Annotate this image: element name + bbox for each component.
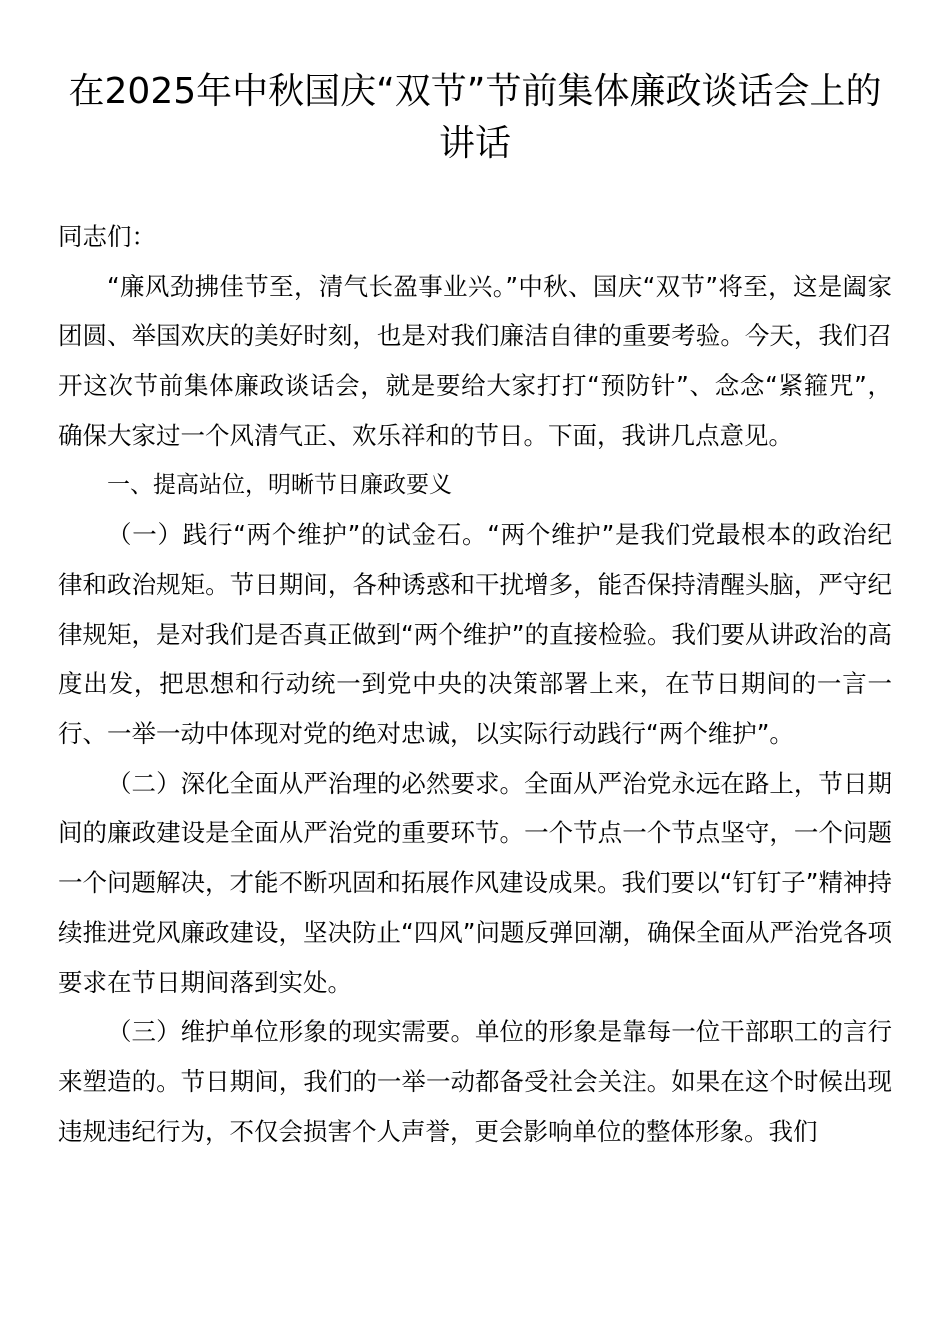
- salutation: 同志们：: [58, 222, 156, 251]
- section-heading-1: 一、提高站位，明晰节日廉政要义: [107, 471, 452, 498]
- section-1-item-3: （三）维护单位形象的现实需要。单位的形象是靠每一位干部职工的言行来塑造的。节日期间，我们的一举一动都备受社会关注。如果在这个时候出现违规违纪行为，不仅会损害个人声誉，更会影响单位的整体形象。我们: [58, 1017, 892, 1146]
- section-1-item-2: （二）深化全面从严治理的必然要求。全面从严治党永远在路上，节日期间的廉政建设是全面从严治党的重要环节。一个节点一个节点坚守，一个问题一个问题解决，才能不断巩固和拓展作风建设成果。我们要以“钉钉子”精神持续推进党风廉政建设，坚决防止“四风”问题反弹回潮，确保全面从严治党各项要求在节日期间落到实处。: [58, 768, 892, 997]
- section-1-item-1: （一）践行“两个维护”的试金石。“两个维护”是我们党最根本的政治纪律和政治规矩。节日期间，各种诱惑和干扰增多，能否保持清醒头脑，严守纪律规矩，是对我们是否真正做到“两个维护”的直接检验。我们要从讲政治的高度出发，把思想和行动统一到党中央的决策部署上来，在节日期间的一言一行、一举一动中体现对党的绝对忠诚，以实际行动践行“两个维护”。: [58, 520, 892, 749]
- document-body: [58, 212, 892, 1156]
- intro-paragraph: “廉风劲拂佳节至，清气长盈事业兴。”中秋、国庆“双节”将至，这是阖家团圆、举国欢庆的美好时刻，也是对我们廉洁自律的重要考验。今天，我们召开这次节前集体廉政谈话会，就是要给大家打打“预防针”、念念“紧箍咒”，确保大家过一个风清气正、欢乐祥和的节日。下面，我讲几点意见。: [58, 271, 892, 450]
- document-title: 在2025年中秋国庆“双节”节前集体廉政谈话会上的讲话: [68, 71, 882, 164]
